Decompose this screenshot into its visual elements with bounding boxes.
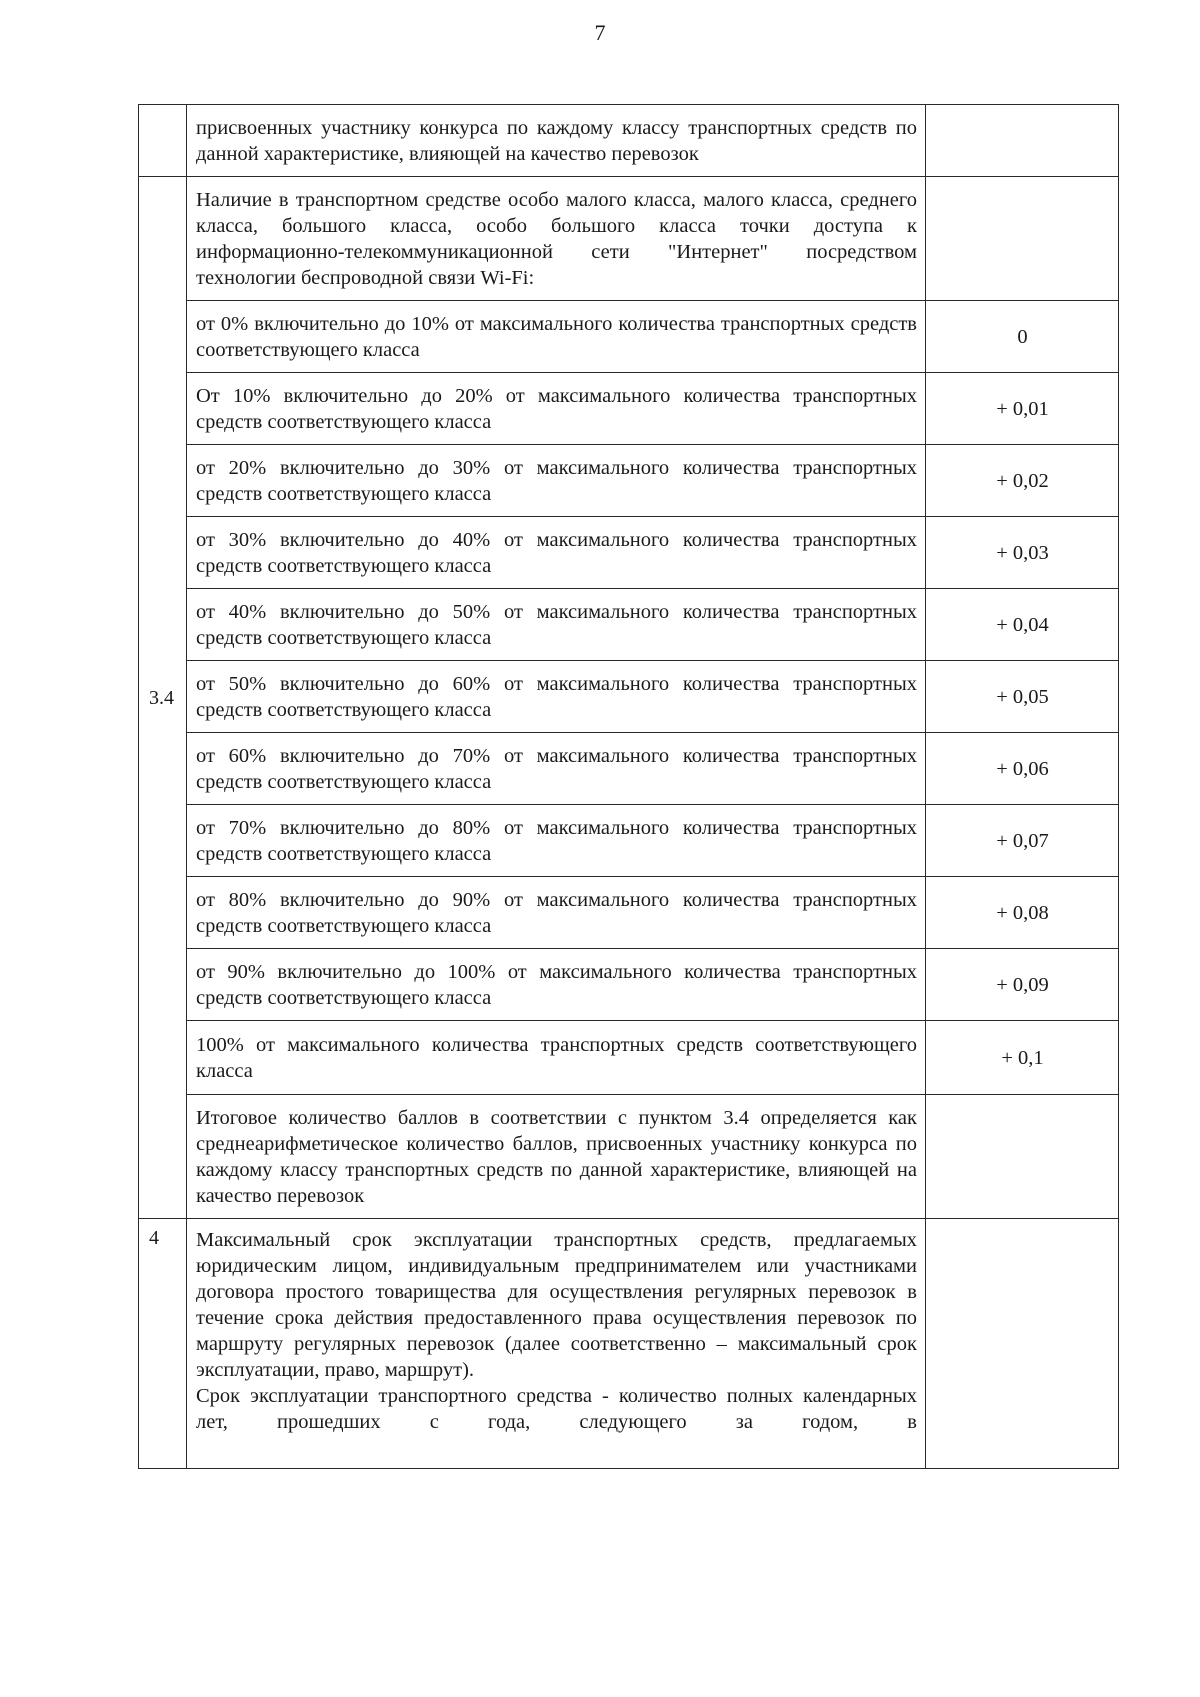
criterion-score: + 0,05	[926, 661, 1119, 733]
criterion-score: + 0,07	[926, 805, 1119, 877]
table-row	[139, 949, 1119, 1021]
criterion-text: от 40% включительно до 50% от максимального количества транспортных средств соответствующего класса	[187, 589, 926, 661]
row-text: присвоенных участнику конкурса по каждому классу транспортных средств по данной характеристике, влияющей на качество перевозок	[187, 105, 926, 177]
criterion-score: + 0,06	[926, 733, 1119, 805]
table-row	[139, 733, 1119, 805]
criterion-score: + 0,04	[926, 589, 1119, 661]
criterion-text: от 0% включительно до 10% от максимального количества транспортных средств соответствующего класса	[187, 301, 926, 373]
table-row	[139, 177, 1119, 301]
row-number-cell	[139, 105, 187, 177]
criterion-score: + 0,09	[926, 949, 1119, 1021]
total-text: Итоговое количество баллов в соответствии с пунктом 3.4 определяется как среднеарифметическое количество баллов, присвоенных участнику конкурса по каждому классу транспортных средств по данной характеристике, влияющей на качество перевозок	[187, 1095, 926, 1219]
row-number-cell: 4	[139, 1219, 187, 1469]
score-cell	[926, 105, 1119, 177]
table-row	[139, 661, 1119, 733]
criterion-text: 100% от максимального количества транспортных средств соответствующего класса	[187, 1021, 926, 1095]
table-row	[139, 1021, 1119, 1095]
criterion-text: от 20% включительно до 30% от максимального количества транспортных средств соответствующего класса	[187, 445, 926, 517]
score-cell	[926, 1095, 1119, 1219]
table-row	[139, 517, 1119, 589]
criterion-text: От 10% включительно до 20% от максимального количества транспортных средств соответствующего класса	[187, 373, 926, 445]
page-number: 7	[594, 20, 606, 45]
row-text	[187, 1219, 926, 1469]
table-row	[139, 589, 1119, 661]
criterion-text: от 70% включительно до 80% от максимального количества транспортных средств соответствующего класса	[187, 805, 926, 877]
table-row	[139, 445, 1119, 517]
table-row	[139, 1095, 1119, 1219]
criterion-text: от 30% включительно до 40% от максимального количества транспортных средств соответствующего класса	[187, 517, 926, 589]
table-row	[139, 105, 1119, 177]
criterion-score: + 0,08	[926, 877, 1119, 949]
table-row	[139, 877, 1119, 949]
score-cell	[926, 1219, 1119, 1469]
score-cell	[926, 177, 1119, 301]
criterion-score: + 0,1	[926, 1021, 1119, 1095]
criterion-text: от 60% включительно до 70% от максимального количества транспортных средств соответствующего класса	[187, 733, 926, 805]
row-number-cell: 3.4	[139, 177, 187, 1219]
paragraph: Максимальный срок эксплуатации транспортных средств, предлагаемых юридическим лицом, индивидуальным предпринимателем или участниками договора простого товарищества для осуществления регулярных перевозок в течение срока действия предоставленного права осуществления перевозок по маршруту регулярных перевозок (далее соответственно – максимальный срок эксплуатации, право, маршрут).	[196, 1229, 917, 1381]
criterion-score: 0	[926, 301, 1119, 373]
table-row	[139, 805, 1119, 877]
criterion-text: от 50% включительно до 60% от максимального количества транспортных средств соответствующего класса	[187, 661, 926, 733]
criterion-text: от 90% включительно до 100% от максимального количества транспортных средств соответствующего класса	[187, 949, 926, 1021]
table-row	[139, 301, 1119, 373]
criteria-table	[138, 104, 1119, 1469]
row-text: Наличие в транспортном средстве особо малого класса, малого класса, среднего класса, большого класса, особо большого класса точки доступа к информационно-телекоммуникационной сети "Интернет" посредством технологии беспроводной связи Wi-Fi:	[187, 177, 926, 301]
criterion-score: + 0,02	[926, 445, 1119, 517]
criterion-score: + 0,03	[926, 517, 1119, 589]
table-row	[139, 373, 1119, 445]
table-row	[139, 1219, 1119, 1469]
criterion-text: от 80% включительно до 90% от максимального количества транспортных средств соответствующего класса	[187, 877, 926, 949]
criterion-score: + 0,01	[926, 373, 1119, 445]
paragraph: Срок эксплуатации транспортного средства - количество полных календарных лет, прошедших с года, следующего за годом, в	[196, 1385, 917, 1433]
